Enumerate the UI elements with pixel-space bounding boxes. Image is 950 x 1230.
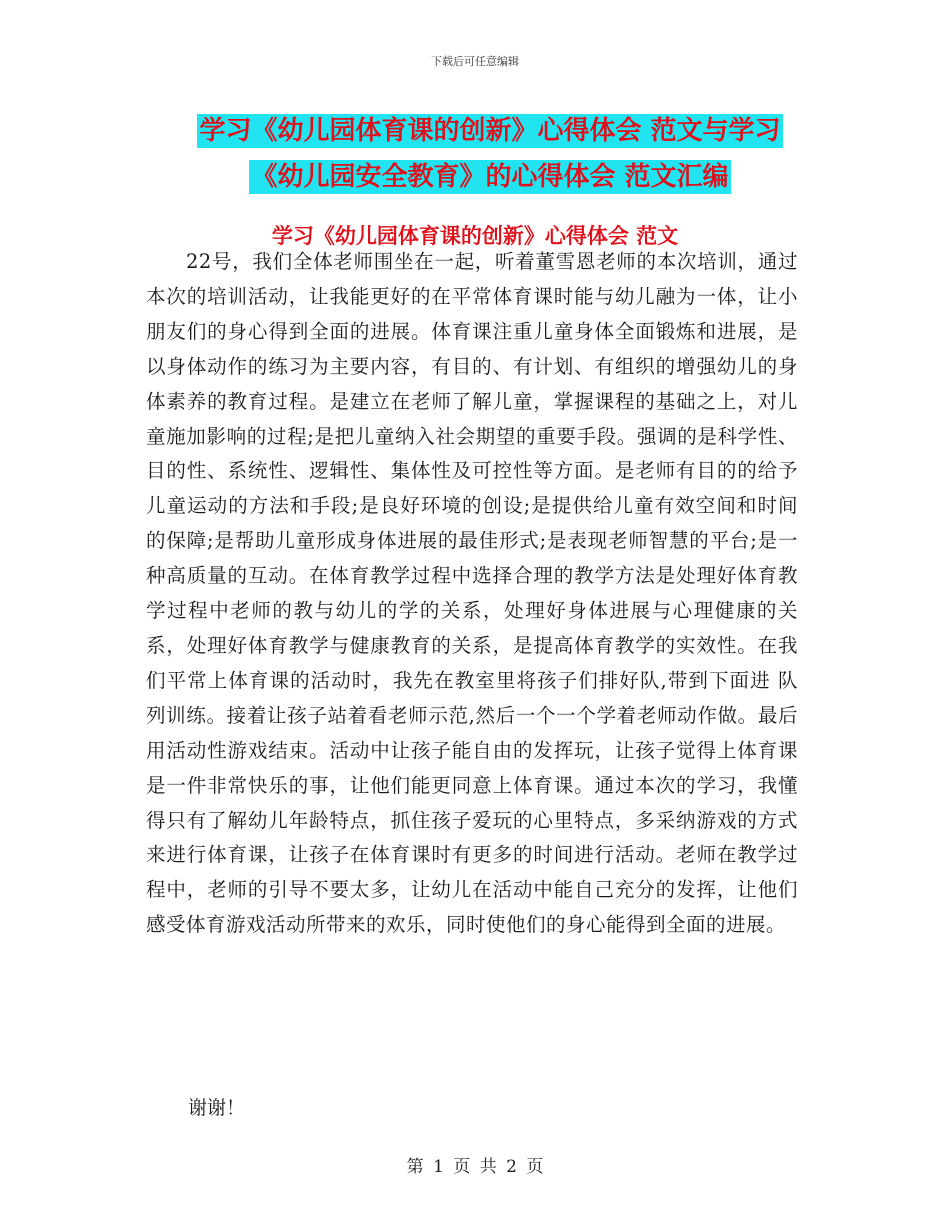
closing-thanks: 谢谢！: [188, 1097, 246, 1119]
main-title-line-1: 学习《幼儿园体育课的创新》心得体会 范文与学习: [199, 116, 781, 146]
body-paragraph: 22号，我们全体老师围坐在一起，听着董雪恩老师的本次培训，通过本次的培训活动，让我能更好的在平常体育课时能与幼儿融为一体，让小朋友们的身心得到全面的进展。体育课注重儿童身体全面锻炼和进展，是以身体动作的练习为主要内容，有目的、有计划、有组织的增强幼儿的身体素养的教育过程。是建立在老师了解儿童，掌握课程的基础之上，对儿童施加影响的过程;是把儿童纳入社会期望的重要手段。强调的是科学性、目的性、系统性、逻辑性、集体性及可控性等方面。是老师有目的的给予儿童运动的方法和手段;是良好环境的创设;是提供给儿童有效空间和时间的保障;是帮助儿童形成身体进展的最佳形式;是表现老师智慧的平台;是一种高质量的互动。在体育教学过程中选择合理的教学方法是处理好体育教学过程中老师的教与幼儿的学的关系，处理好身体进展与心理健康的关系，处理好体育教学与健康教育的关系，是提高体育教学的实效性。在我们平常上体育课的活动时，我先在教室里将孩子们排好队,带到下面进 队列训练。接着让孩子站着看老师示范,然后一个一个学着老师动作做。最后用活动性游戏结束。活动中让孩子能自由的发挥玩，让孩子觉得上体育课是一件非常快乐的事，让他们能更同意上体育课。通过本次的学习，我懂得只有了解幼儿年龄特点，抓住孩子爱玩的心里特点，多采纳游戏的方式来进行体育课，让孩子在体育课时有更多的时间进行活动。老师在教学过程中，老师的引导不要太多，让幼儿在活动中能自己充分的发挥，让他们感受体育游戏活动所带来的欢乐，同时使他们的身心能得到全面的进展。: [146, 250, 798, 937]
page-footer: 第 1 页 共 2 页: [406, 1157, 544, 1177]
section-title: 学习《幼儿园体育课的创新》心得体会 范文: [271, 223, 679, 248]
main-title-line-2: 《幼儿园安全教育》的心得体会 范文汇编: [251, 162, 729, 192]
header-note: 下载后可任意编辑: [431, 55, 519, 68]
main-title: [150, 108, 830, 200]
